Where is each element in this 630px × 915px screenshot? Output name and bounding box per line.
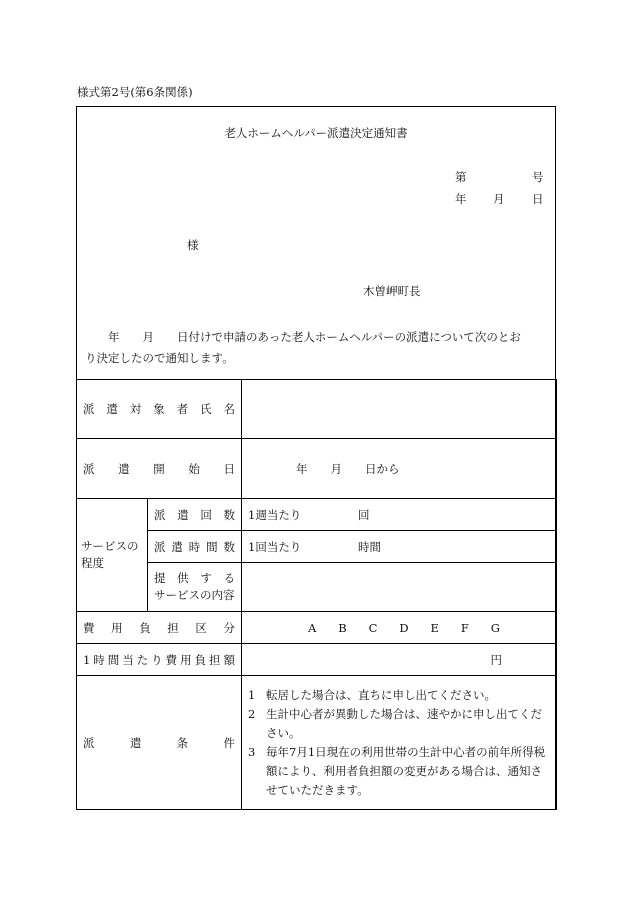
condition-item bbox=[248, 743, 552, 800]
hourly-label: 1時間当たり費用負担額 bbox=[77, 644, 242, 676]
details-table bbox=[76, 379, 557, 810]
number-suffix: 号 bbox=[532, 170, 544, 184]
hours-value bbox=[242, 531, 557, 563]
table-row bbox=[77, 676, 557, 810]
freq-unit: 回 bbox=[358, 507, 370, 522]
hourly-unit: 円 bbox=[242, 644, 557, 676]
date-year: 年 bbox=[455, 192, 467, 206]
addressee-suffix: 様 bbox=[187, 238, 199, 252]
table-row bbox=[77, 644, 557, 676]
body-text bbox=[85, 327, 551, 369]
issuer-name: 木曽岬町長 bbox=[363, 284, 421, 298]
condition-item bbox=[248, 686, 552, 705]
condition-text: 毎年7月1日現在の利用世帯の生計中心者の前年所得税額により、利用者負担額の変更がある場合は、通知させていただきます。 bbox=[266, 744, 546, 797]
date-day: 日 bbox=[532, 192, 544, 206]
condition-text: 転居した場合は、直ちに申し出てください。 bbox=[266, 687, 496, 702]
content-value bbox=[242, 563, 557, 612]
table-row bbox=[77, 612, 557, 644]
person-label: 派遣対象者氏名 bbox=[77, 380, 242, 439]
person-value bbox=[242, 380, 557, 439]
hours-label: 派遣時間数 bbox=[148, 531, 242, 563]
freq-prefix: 1週当たり bbox=[248, 507, 302, 522]
table-row bbox=[77, 499, 557, 531]
body-line-1: 年 月 日付けで申請のあった老人ホームヘルパーの派遣について次のとお bbox=[85, 330, 521, 344]
burden-class-d: D bbox=[399, 620, 409, 635]
burden-classes bbox=[242, 612, 557, 644]
burden-class-f: F bbox=[460, 620, 469, 635]
burden-label: 費用負担区分 bbox=[77, 612, 242, 644]
start-label: 派遣開始日 bbox=[77, 439, 242, 499]
freq-value bbox=[242, 499, 557, 531]
burden-class-g: G bbox=[490, 620, 500, 635]
body-line-2: り決定したので通知します。 bbox=[85, 351, 234, 365]
burden-class-b: B bbox=[338, 620, 347, 635]
burden-class-c: C bbox=[368, 620, 378, 635]
condition-text: 生計中心者が異動した場合は、速やかに申し出てください。 bbox=[266, 706, 542, 740]
content-label-line2: サービスの内容 bbox=[154, 588, 235, 602]
content-label-line1: 提供する bbox=[154, 571, 235, 585]
conditions-list bbox=[242, 676, 557, 810]
condition-number: 2 bbox=[248, 706, 256, 721]
table-row bbox=[77, 380, 557, 439]
conditions-label: 派遣条件 bbox=[77, 676, 242, 810]
form-number-label: 様式第2号(第6条関係) bbox=[77, 85, 193, 99]
content-label bbox=[148, 563, 242, 612]
freq-label: 派遣回数 bbox=[148, 499, 242, 531]
table-row bbox=[77, 531, 557, 563]
start-value: 年 月 日から bbox=[242, 439, 557, 499]
hours-prefix: 1回当たり bbox=[248, 539, 302, 554]
condition-item bbox=[248, 705, 552, 743]
table-row bbox=[77, 439, 557, 499]
document-title: 老人ホームヘルパー派遣決定通知書 bbox=[224, 126, 408, 140]
burden-class-e: E bbox=[430, 620, 439, 635]
notice-document bbox=[76, 106, 556, 810]
burden-class-a: A bbox=[308, 620, 317, 635]
condition-number: 3 bbox=[248, 744, 256, 759]
table-row bbox=[77, 563, 557, 612]
condition-number: 1 bbox=[248, 687, 256, 702]
number-prefix: 第 bbox=[455, 170, 467, 184]
hours-unit: 時間 bbox=[358, 539, 381, 554]
date-month: 月 bbox=[493, 192, 505, 206]
service-group-label: サービスの程度 bbox=[77, 499, 148, 612]
